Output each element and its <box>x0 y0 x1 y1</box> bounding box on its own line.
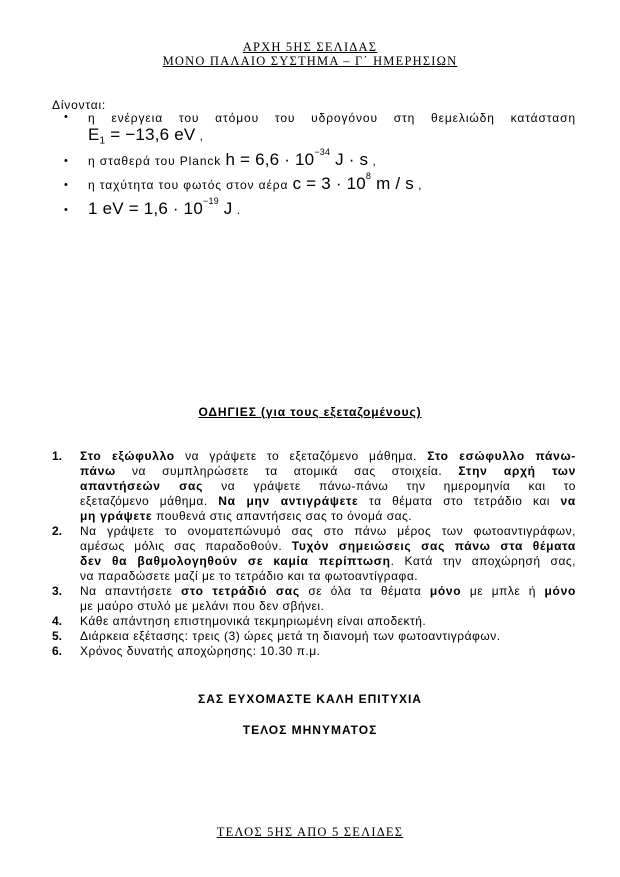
energy-value: = −13,6 eV <box>105 125 196 144</box>
ev-unit: J <box>218 199 233 218</box>
bullet-icon: • <box>64 155 68 167</box>
instruction-2-line-4: να παραδώσετε μαζί με το τετράδιο και τα φωτοαντίγραφα. <box>80 569 419 583</box>
light-speed-exponent: 8 <box>365 171 372 181</box>
ev-value: 1 eV = 1,6 · 10 <box>88 199 203 218</box>
given-item-energy-formula <box>88 125 204 146</box>
instruction-1-line-3: απαντήσεών σας να γράψετε πάνω-πάνω την ημερομηνία και το <box>80 479 576 493</box>
page-footer: ΤΕΛΟΣ 5ΗΣ ΑΠΟ 5 ΣΕΛΙΔΕΣ <box>216 825 404 839</box>
energy-subscript: 1 <box>99 135 106 147</box>
instruction-4-line-1: Κάθε απάντηση επιστημονικά τεκμηριωμένη είναι αποδεκτή. <box>80 614 427 628</box>
bullet-icon: • <box>64 179 68 191</box>
given-item-energy-text: η ενέργεια του ατόμου του υδρογόνου στη θεμελιώδη κατάσταση <box>88 111 576 125</box>
instruction-3-line-1: Να απαντήσετε στο τετράδιό σας σε όλα τα θέματα μόνο με μπλε ή μόνο <box>80 584 576 598</box>
light-speed-unit: m / s <box>371 174 414 193</box>
instruction-1-line-1: Στο εξώφυλλο να γράψετε το εξεταζόμενο μάθημα. Στο εσώφυλλο πάνω- <box>80 449 577 463</box>
instruction-number: 1. <box>52 449 63 463</box>
closing-end-message: ΤΕΛΟΣ ΜΗΝΥΜΑΤΟΣ <box>242 723 378 737</box>
instruction-number: 3. <box>52 584 63 598</box>
energy-tail: , <box>195 129 204 143</box>
planck-unit: J · s <box>330 150 369 169</box>
instruction-2-line-2: αμέσως μόλις σας παραδοθούν. Τυχόν σημειώσεις σας πάνω στα θέματα <box>80 539 576 553</box>
planck-tail: , <box>368 154 377 168</box>
given-item-planck <box>88 147 377 170</box>
instruction-number: 4. <box>52 614 63 628</box>
given-label: Δίνονται: <box>52 98 107 112</box>
instruction-6-line-1: Χρόνος δυνατής αποχώρησης: 10.30 π.μ. <box>80 644 321 658</box>
instruction-5-line-1: Διάρκεια εξέτασης: τρεις (3) ώρες μετά τη διανομή των φωτοαντιγράφων. <box>80 629 501 643</box>
instruction-1-line-2: πάνω να συμπληρώσετε τα ατομικά σας στοιχεία. Στην αρχή των <box>80 464 576 478</box>
instruction-2-line-3: δεν θα βαθμολογηθούν σε καμία περίπτωση. Κατά την αποχώρησή σας, <box>80 554 577 568</box>
given-item-ev <box>88 196 241 219</box>
ev-exponent: −19 <box>203 196 219 206</box>
instruction-1-line-4: εξεταζόμενο μάθημα. Να μην αντιγράψετε τα θέματα στο τετράδιο και να <box>80 494 576 508</box>
planck-exponent: −34 <box>314 147 331 157</box>
instruction-1-line-5: μη γράψετε πουθενά στις απαντήσεις σας το όνομά σας. <box>80 509 413 523</box>
light-speed-value: c = 3 · 10 <box>292 174 366 193</box>
instruction-number: 5. <box>52 629 63 643</box>
closing-wish: ΣΑΣ ΕΥΧΟΜΑΣΤΕ ΚΑΛΗ ΕΠΙΤΥΧΙΑ <box>198 692 422 706</box>
given-item-light-speed <box>88 171 423 194</box>
page-header-line1: ΑΡΧΗ 5ΗΣ ΣΕΛΙΔΑΣ <box>242 40 378 54</box>
instructions-title: ΟΔΗΓΙΕΣ (για τους εξεταζομένους) <box>198 405 422 419</box>
energy-symbol: E <box>88 125 100 144</box>
instruction-number: 6. <box>52 644 63 658</box>
planck-text: η σταθερά του Planck <box>88 154 226 168</box>
instruction-2-line-1: Να γράψετε το ονοματεπώνυμό σας στο πάνω μέρος των φωτοαντιγράφων, <box>80 524 576 538</box>
ev-tail: . <box>232 203 241 217</box>
instruction-number: 2. <box>52 524 63 538</box>
planck-value: h = 6,6 · 10 <box>225 150 315 169</box>
bullet-icon: • <box>64 204 68 216</box>
light-speed-tail: , <box>413 178 423 192</box>
bullet-icon: • <box>64 111 68 123</box>
page-header-line2: ΜΟΝΟ ΠΑΛΑΙΟ ΣΥΣΤΗΜΑ – Γ΄ ΗΜΕΡΗΣΙΩΝ <box>162 54 458 68</box>
instruction-3-line-2: με μαύρο στυλό με μελάνι που δεν σβήνει. <box>80 599 325 613</box>
light-speed-text: η ταχύτητα του φωτός στον αέρα <box>88 178 293 192</box>
